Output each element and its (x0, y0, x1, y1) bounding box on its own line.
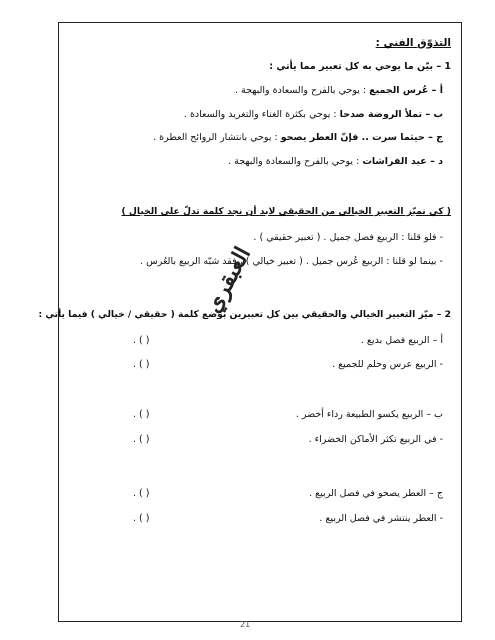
q2-item-text: - العطر ينتشر في فصل الربيع . (319, 513, 443, 524)
answer-blank[interactable]: ( ) . (133, 513, 150, 524)
q2-item-text: أ – الربيع فصل بديع . (360, 335, 443, 346)
q2-item-text: - في الربيع تكثر الأماكن الخضراء . (308, 434, 443, 445)
q2-item (133, 409, 443, 421)
q1-item (235, 85, 443, 97)
rule-heading: ( كي نميّز التعبير الخيالي من الحقيقي لابد أن نجد كلمة تدلّ على الخيال ) (121, 206, 451, 217)
q1-item-label: ج – حيثما سرت .. فإنّ العطر يصحو (280, 132, 443, 143)
q1-item-label: د – عيد الفراشات (362, 156, 443, 167)
q1-item-label: أ – عُرس الجميع (369, 85, 443, 96)
q2-item (133, 359, 443, 371)
q2-item-text: - الربيع عرس وحلم للجميع . (332, 359, 443, 370)
q1-title: 1 – بيّن ما يوحي به كل تعبير مما يأتي : (269, 61, 451, 72)
section-title: التذوّق الفني : (375, 37, 451, 49)
answer-blank[interactable]: ( ) . (133, 335, 150, 346)
q1-item (153, 132, 443, 144)
watermark-stamp: العبقري (200, 242, 257, 318)
q1-item (184, 109, 443, 121)
answer-blank[interactable]: ( ) . (133, 409, 150, 420)
q2-item-text: ج – العطر يصحو في فصل الربيع . (309, 488, 443, 499)
q1-item (228, 156, 443, 168)
answer-blank[interactable]: ( ) . (133, 434, 150, 445)
q1-item-label: ب – تملأ الروضة صدحا (339, 109, 443, 120)
q1-item-text: : يوحي بالفرح والسعادة والبهجة . (234, 85, 370, 96)
rule-example: - فلو قلنا : الربيع فصل جميل . ( تعبير حقيقي ) . (253, 232, 443, 243)
page-number: 21 (240, 620, 251, 629)
page-frame (38, 22, 462, 622)
q2-item (133, 488, 443, 500)
q1-item-text: : يوحي بكثرة الغناء والتغريد والسعادة . (183, 109, 340, 120)
answer-blank[interactable]: ( ) . (133, 488, 150, 499)
q1-item-text: : يوحي بالفرح والسعادة والبهجة . (228, 156, 363, 167)
q2-title: 2 – ميّز التعبير الخيالي والحقيقي بين كل تعبيرين بوضع كلمة ( حقيقي / خيالي ) فيما يأتي : (38, 309, 451, 320)
q2-item (133, 513, 443, 525)
q1-item-text: : يوحي بانتشار الروائح العطرة . (153, 132, 281, 143)
rule-example: - بينما لو قلنا : الربيع عُرس جميل . ( تعبير خيالي ) ، فقد شبّه الربيع بالعُرس . (140, 256, 443, 267)
q2-item (133, 335, 443, 347)
q2-item (133, 434, 443, 446)
q2-item-text: ب – الربيع يكسو الطبيعة رداء أخضر . (295, 409, 443, 420)
answer-blank[interactable]: ( ) . (133, 359, 150, 370)
